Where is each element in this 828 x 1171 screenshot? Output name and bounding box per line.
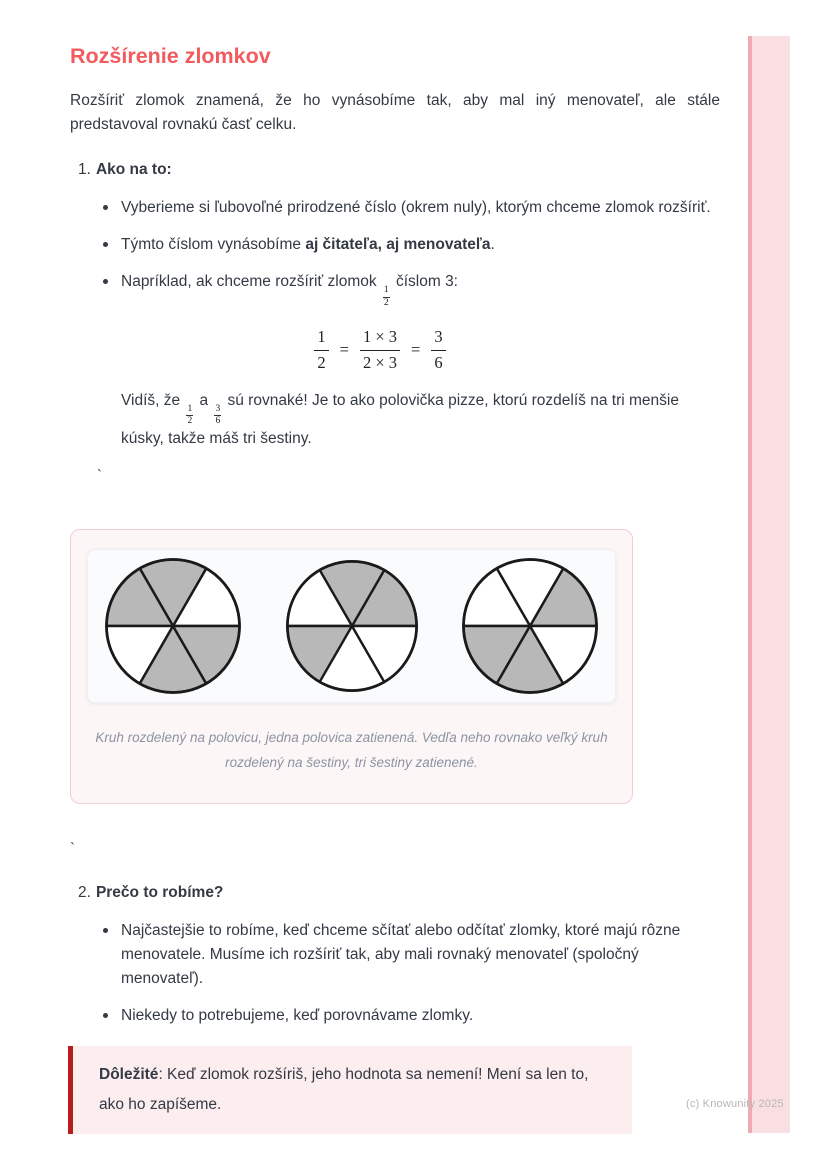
fraction-circle-3 [460, 556, 600, 696]
section-1-number: 1. [78, 161, 91, 178]
fraction-one-half [314, 328, 328, 373]
side-stripe [748, 36, 790, 1133]
callout-text: : Keď zlomok rozšíriš, jeho hodnota sa nemení! Mení sa len to, ako ho zapíšeme. [99, 1065, 589, 1113]
list-item [103, 1004, 718, 1028]
formula-row [314, 328, 445, 373]
fraction-denominator: 2 × 3 [362, 352, 398, 372]
fraction-denominator: 6 [434, 352, 443, 372]
fraction-numerator: 1 × 3 [360, 328, 400, 351]
list-item [103, 196, 718, 220]
bullet-icon [103, 205, 108, 210]
text-segment: číslom 3: [391, 273, 458, 290]
fraction-numerator: 1 [186, 405, 193, 417]
fraction-circle-1 [103, 556, 243, 696]
bullet-icon [103, 1013, 108, 1018]
inline-fraction-one-half [383, 286, 390, 308]
explain-paragraph [121, 389, 717, 451]
text-segment: Týmto číslom vynásobíme [121, 236, 306, 253]
figure-caption: Kruh rozdelený na polovicu, jedna polovica zatienená. Vedľa neho rovnako veľký kruh rozdelený na šestiny, tri šestiny zatienené. [95, 729, 608, 770]
formula-block [70, 328, 690, 373]
fraction-denominator: 2 [383, 297, 389, 308]
fraction-numerator: 1 [314, 328, 328, 351]
stray-backtick: ` [70, 839, 75, 857]
copyright-text: (c) Knowunity 2025 [686, 1098, 784, 1110]
inline-fraction-three-sixths [214, 405, 221, 427]
section-1-heading [78, 161, 828, 179]
fraction-numerator: 3 [431, 328, 445, 351]
text-segment: Vidíš, že [121, 391, 185, 409]
fraction-numerator: 1 [383, 286, 390, 298]
bold-text: aj čitateľa, aj menovateľa [305, 236, 491, 253]
bullet-icon [103, 928, 108, 933]
list-item-text [121, 270, 458, 308]
text-segment: a [195, 391, 213, 409]
list-item [103, 270, 718, 308]
fraction-circle-2 [284, 558, 420, 694]
list-item-text: Vyberieme si ľubovoľné prirodzené číslo (okrem nuly), ktorým chceme zlomok rozšíriť. [121, 199, 711, 216]
bullet-icon [103, 279, 108, 284]
text-segment: . [490, 236, 495, 253]
inline-fraction-one-half [186, 405, 193, 427]
figure-card [87, 549, 616, 703]
text-segment: sú rovnaké! Je to ako polovička pizze, ktorú rozdelíš na tri menšie kúsky, takže máš tri šestiny. [121, 391, 679, 447]
equals-sign: = [411, 340, 421, 360]
callout-label: Dôležité [99, 1065, 159, 1083]
fraction-three-sixths [431, 328, 445, 373]
equals-sign: = [339, 340, 349, 360]
list-item-text: Najčastejšie to robíme, keď chceme sčítať alebo odčítať zlomky, ktoré majú rôzne menovatele. Musíme ich rozšíriť tak, aby mali rovnaký menovateľ (spoločný menovateľ). [121, 921, 681, 987]
fraction-denominator: 6 [215, 416, 221, 427]
list-item [103, 233, 718, 257]
section-1-bullets [103, 196, 718, 308]
text-segment: Napríklad, ak chceme rozšíriť zlomok [121, 273, 381, 290]
list-item-text [121, 233, 495, 257]
list-item [103, 919, 718, 991]
section-1-title: Ako na to: [95, 161, 172, 178]
fraction-one-times-three [360, 328, 400, 373]
list-item-text: Niekedy to potrebujeme, keď porovnávame zlomky. [121, 1006, 474, 1024]
important-callout [68, 1046, 632, 1134]
fraction-numerator: 3 [214, 405, 221, 417]
section-2-title: Prečo to robíme? [95, 883, 224, 901]
page-title: Rozšírenie zlomkov [70, 44, 271, 68]
section-2-heading [78, 884, 828, 902]
stray-backtick: ` [97, 466, 102, 484]
intro-paragraph: Rozšíriť zlomok znamená, že ho vynásobíme tak, aby mal iný menovateľ, ale stále predstavoval rovnakú časť celku. [70, 92, 720, 133]
fraction-denominator: 2 [187, 416, 193, 427]
section-2-bullets [103, 919, 718, 1028]
fraction-denominator: 2 [317, 352, 326, 372]
bullet-icon [103, 242, 108, 247]
figure-container [70, 529, 633, 804]
section-2-number: 2. [78, 883, 91, 901]
